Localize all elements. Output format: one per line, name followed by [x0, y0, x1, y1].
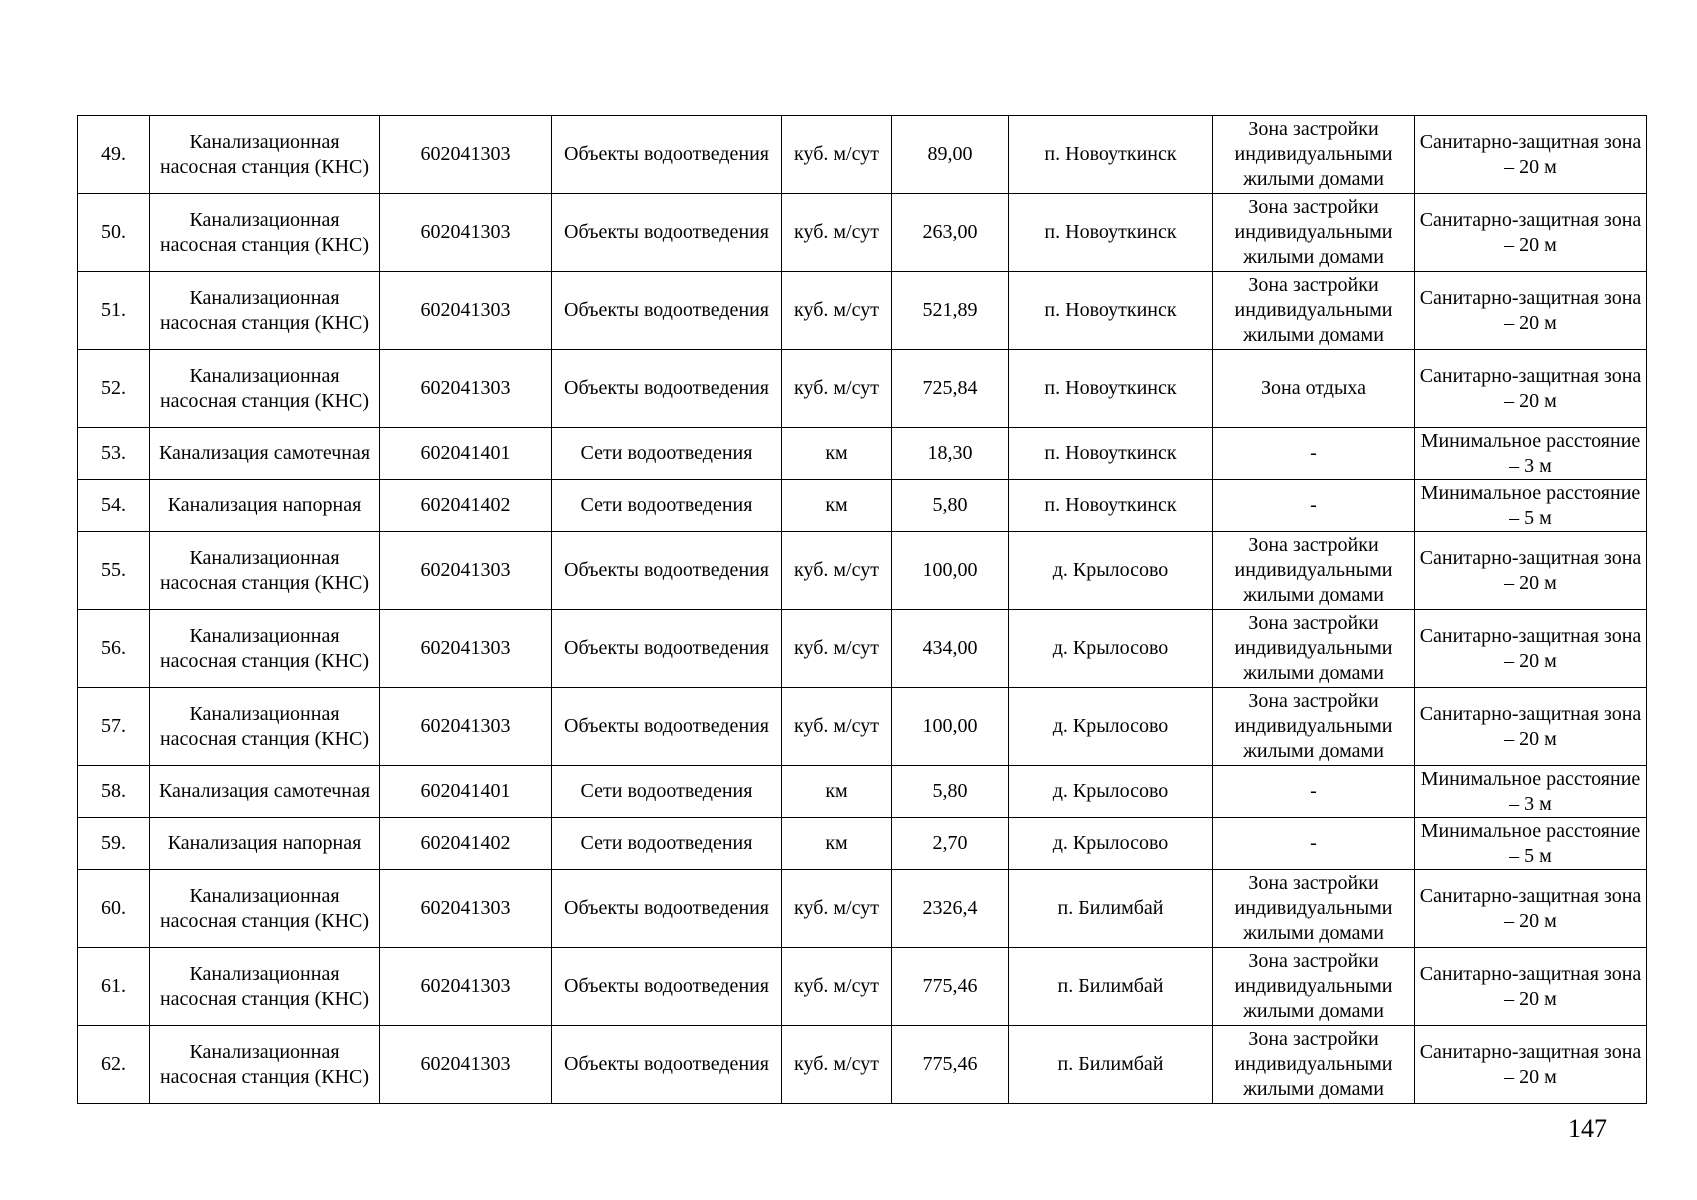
restriction-cell: Санитарно-защитная зона – 20 м [1415, 194, 1647, 272]
unit-cell: куб. м/сут [782, 532, 892, 610]
object-type-cell: Объекты водоотведения [552, 948, 782, 1026]
table-row [78, 272, 1647, 350]
location-cell: п. Новоуткинск [1009, 272, 1213, 350]
row-number-cell: 56. [78, 610, 150, 688]
restriction-cell: Санитарно-защитная зона – 20 м [1415, 532, 1647, 610]
object-type-cell: Объекты водоотведения [552, 116, 782, 194]
object-code-cell: 602041401 [380, 428, 552, 480]
object-type-cell: Сети водоотведения [552, 818, 782, 870]
object-code-cell: 602041303 [380, 350, 552, 428]
object-type-cell: Объекты водоотведения [552, 688, 782, 766]
zone-cell: - [1213, 480, 1415, 532]
zone-cell: Зона застройки индивидуальными жилыми домами [1213, 1026, 1415, 1104]
capacity-value-cell: 263,00 [892, 194, 1009, 272]
object-type-cell: Сети водоотведения [552, 428, 782, 480]
capacity-value-cell: 100,00 [892, 688, 1009, 766]
object-code-cell: 602041303 [380, 272, 552, 350]
location-cell: д. Крылосово [1009, 532, 1213, 610]
object-type-cell: Объекты водоотведения [552, 350, 782, 428]
object-name-cell: Канализационная насосная станция (КНС) [150, 194, 380, 272]
capacity-value-cell: 775,46 [892, 1026, 1009, 1104]
unit-cell: куб. м/сут [782, 610, 892, 688]
zone-cell: Зона застройки индивидуальными жилыми домами [1213, 272, 1415, 350]
zone-cell: Зона застройки индивидуальными жилыми домами [1213, 116, 1415, 194]
location-cell: д. Крылосово [1009, 818, 1213, 870]
object-name-cell: Канализация самотечная [150, 428, 380, 480]
unit-cell: куб. м/сут [782, 948, 892, 1026]
unit-cell: куб. м/сут [782, 688, 892, 766]
row-number-cell: 60. [78, 870, 150, 948]
row-number-cell: 55. [78, 532, 150, 610]
unit-cell: куб. м/сут [782, 1026, 892, 1104]
restriction-cell: Санитарно-защитная зона – 20 м [1415, 272, 1647, 350]
zone-cell: Зона застройки индивидуальными жилыми домами [1213, 948, 1415, 1026]
row-number-cell: 59. [78, 818, 150, 870]
location-cell: п. Новоуткинск [1009, 116, 1213, 194]
object-name-cell: Канализационная насосная станция (КНС) [150, 350, 380, 428]
location-cell: п. Новоуткинск [1009, 350, 1213, 428]
unit-cell: куб. м/сут [782, 272, 892, 350]
unit-cell: куб. м/сут [782, 350, 892, 428]
capacity-value-cell: 775,46 [892, 948, 1009, 1026]
facilities-table [77, 115, 1647, 1104]
location-cell: д. Крылосово [1009, 688, 1213, 766]
zone-cell: - [1213, 428, 1415, 480]
object-name-cell: Канализационная насосная станция (КНС) [150, 610, 380, 688]
object-name-cell: Канализация напорная [150, 818, 380, 870]
restriction-cell: Санитарно-защитная зона – 20 м [1415, 948, 1647, 1026]
location-cell: п. Билимбай [1009, 948, 1213, 1026]
row-number-cell: 50. [78, 194, 150, 272]
location-cell: п. Билимбай [1009, 1026, 1213, 1104]
table-row [78, 428, 1647, 480]
object-name-cell: Канализационная насосная станция (КНС) [150, 532, 380, 610]
unit-cell: км [782, 818, 892, 870]
table-row [78, 116, 1647, 194]
table-row [78, 194, 1647, 272]
table-row [78, 1026, 1647, 1104]
row-number-cell: 57. [78, 688, 150, 766]
unit-cell: км [782, 428, 892, 480]
unit-cell: км [782, 766, 892, 818]
table-row [78, 818, 1647, 870]
object-code-cell: 602041303 [380, 194, 552, 272]
restriction-cell: Санитарно-защитная зона – 20 м [1415, 1026, 1647, 1104]
restriction-cell: Минимальное расстояние – 5 м [1415, 818, 1647, 870]
restriction-cell: Минимальное расстояние – 3 м [1415, 766, 1647, 818]
restriction-cell: Санитарно-защитная зона – 20 м [1415, 116, 1647, 194]
restriction-cell: Минимальное расстояние – 3 м [1415, 428, 1647, 480]
table-row [78, 948, 1647, 1026]
row-number-cell: 52. [78, 350, 150, 428]
capacity-value-cell: 5,80 [892, 480, 1009, 532]
row-number-cell: 62. [78, 1026, 150, 1104]
location-cell: п. Новоуткинск [1009, 428, 1213, 480]
capacity-value-cell: 5,80 [892, 766, 1009, 818]
page-number: 147 [1568, 1114, 1607, 1143]
table-row [78, 480, 1647, 532]
unit-cell: км [782, 480, 892, 532]
capacity-value-cell: 725,84 [892, 350, 1009, 428]
zone-cell: Зона отдыха [1213, 350, 1415, 428]
unit-cell: куб. м/сут [782, 116, 892, 194]
object-code-cell: 602041402 [380, 818, 552, 870]
zone-cell: Зона застройки индивидуальными жилыми домами [1213, 532, 1415, 610]
object-type-cell: Сети водоотведения [552, 480, 782, 532]
location-cell: д. Крылосово [1009, 766, 1213, 818]
object-code-cell: 602041401 [380, 766, 552, 818]
capacity-value-cell: 2326,4 [892, 870, 1009, 948]
object-code-cell: 602041303 [380, 610, 552, 688]
capacity-value-cell: 100,00 [892, 532, 1009, 610]
capacity-value-cell: 89,00 [892, 116, 1009, 194]
row-number-cell: 49. [78, 116, 150, 194]
object-code-cell: 602041303 [380, 870, 552, 948]
row-number-cell: 51. [78, 272, 150, 350]
restriction-cell: Санитарно-защитная зона – 20 м [1415, 610, 1647, 688]
object-name-cell: Канализационная насосная станция (КНС) [150, 870, 380, 948]
capacity-value-cell: 434,00 [892, 610, 1009, 688]
object-code-cell: 602041303 [380, 532, 552, 610]
table-row [78, 532, 1647, 610]
object-name-cell: Канализация напорная [150, 480, 380, 532]
object-name-cell: Канализационная насосная станция (КНС) [150, 116, 380, 194]
restriction-cell: Минимальное расстояние – 5 м [1415, 480, 1647, 532]
object-name-cell: Канализационная насосная станция (КНС) [150, 688, 380, 766]
zone-cell: Зона застройки индивидуальными жилыми домами [1213, 870, 1415, 948]
object-type-cell: Объекты водоотведения [552, 532, 782, 610]
location-cell: д. Крылосово [1009, 610, 1213, 688]
table-body [78, 116, 1647, 1104]
zone-cell: Зона застройки индивидуальными жилыми домами [1213, 194, 1415, 272]
capacity-value-cell: 2,70 [892, 818, 1009, 870]
row-number-cell: 58. [78, 766, 150, 818]
restriction-cell: Санитарно-защитная зона – 20 м [1415, 350, 1647, 428]
object-name-cell: Канализационная насосная станция (КНС) [150, 1026, 380, 1104]
object-name-cell: Канализация самотечная [150, 766, 380, 818]
zone-cell: - [1213, 766, 1415, 818]
table-row [78, 610, 1647, 688]
row-number-cell: 61. [78, 948, 150, 1026]
object-name-cell: Канализационная насосная станция (КНС) [150, 272, 380, 350]
location-cell: п. Новоуткинск [1009, 480, 1213, 532]
unit-cell: куб. м/сут [782, 194, 892, 272]
restriction-cell: Санитарно-защитная зона – 20 м [1415, 870, 1647, 948]
object-type-cell: Объекты водоотведения [552, 610, 782, 688]
table-row [78, 766, 1647, 818]
row-number-cell: 54. [78, 480, 150, 532]
table-row [78, 350, 1647, 428]
location-cell: п. Новоуткинск [1009, 194, 1213, 272]
object-type-cell: Объекты водоотведения [552, 1026, 782, 1104]
object-type-cell: Объекты водоотведения [552, 272, 782, 350]
object-code-cell: 602041303 [380, 116, 552, 194]
object-code-cell: 602041303 [380, 688, 552, 766]
restriction-cell: Санитарно-защитная зона – 20 м [1415, 688, 1647, 766]
capacity-value-cell: 521,89 [892, 272, 1009, 350]
capacity-value-cell: 18,30 [892, 428, 1009, 480]
object-code-cell: 602041303 [380, 1026, 552, 1104]
object-name-cell: Канализационная насосная станция (КНС) [150, 948, 380, 1026]
object-code-cell: 602041402 [380, 480, 552, 532]
table-row [78, 870, 1647, 948]
row-number-cell: 53. [78, 428, 150, 480]
object-type-cell: Сети водоотведения [552, 766, 782, 818]
object-type-cell: Объекты водоотведения [552, 870, 782, 948]
location-cell: п. Билимбай [1009, 870, 1213, 948]
object-type-cell: Объекты водоотведения [552, 194, 782, 272]
table-row [78, 688, 1647, 766]
object-code-cell: 602041303 [380, 948, 552, 1026]
zone-cell: Зона застройки индивидуальными жилыми домами [1213, 610, 1415, 688]
unit-cell: куб. м/сут [782, 870, 892, 948]
zone-cell: Зона застройки индивидуальными жилыми домами [1213, 688, 1415, 766]
zone-cell: - [1213, 818, 1415, 870]
